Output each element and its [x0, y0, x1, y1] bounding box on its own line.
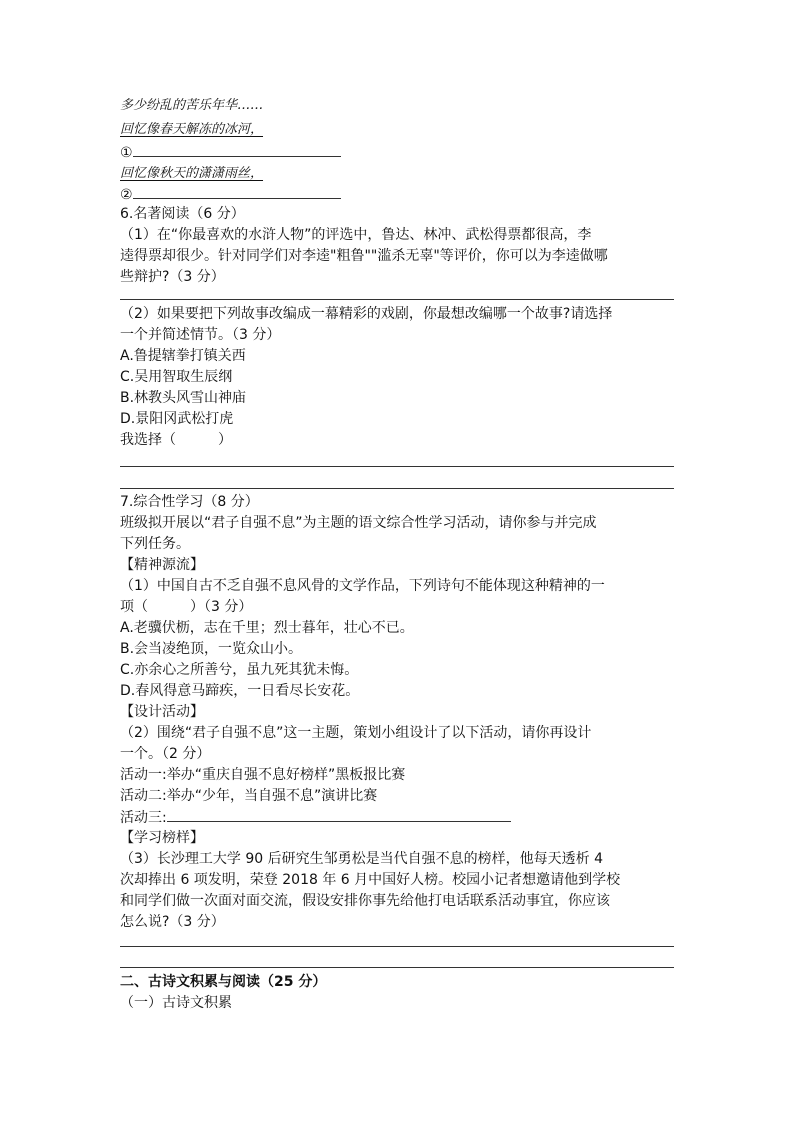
q6-option-b: B.林教头风雪山神庙: [120, 390, 247, 406]
q6-option-d: D.景阳冈武松打虎: [120, 411, 234, 427]
q7-option-b: B.会当凌绝顶，一览众山小。: [120, 641, 303, 657]
poem-line-2: 回忆像春天解冻的冰河，: [120, 122, 264, 137]
q6-p2-line-2: 一个并简述情节。（3 分）: [120, 327, 281, 343]
q7-answer-line-1[interactable]: [120, 946, 674, 947]
part2-heading: 二、古诗文积累与阅读（25 分）: [120, 974, 327, 990]
q7-intro-line-1: 班级拟开展以“君子自强不息”为主题的语文综合性学习活动，请你参与并完成: [120, 515, 597, 531]
q7-section-3: 【学习榜样】: [120, 830, 204, 846]
poem-blank-1: [120, 142, 341, 163]
q7-sub3-line-4: 怎么说?（3 分）: [120, 914, 225, 930]
q6-p2-line-1: （2）如果要把下列故事改编成一幕精彩的戏剧，你最想改编哪一个故事?请选择: [120, 306, 613, 322]
q6-option-c: C.吴用智取生辰纲: [120, 369, 233, 385]
q7-sub3-line-3: 和同学们做一次面对面交流，假设安排你事先给他打电话联系活动事宜，你应该: [120, 893, 610, 909]
q7-option-a: A.老骥伏枥，志在千里；烈士暮年，壮心不已。: [120, 620, 414, 636]
poem-blank-2: [120, 184, 341, 205]
q6-p1-line-1: （1）在“你最喜欢的水浒人物”的评选中，鲁达、林冲、武松得票都很高，李: [120, 227, 592, 243]
q7-option-c: C.亦余心之所善兮，虽九死其犹未悔。: [120, 662, 359, 678]
q7-activity-3: [120, 807, 511, 828]
q7-sub2-line-1: （2）围绕“君子自强不息”这一主题，策划小组设计了以下活动，请你再设计: [120, 725, 592, 741]
circled-number-1: ①: [120, 145, 133, 161]
q6-answer-line-3[interactable]: [120, 488, 674, 489]
q7-section-2: 【设计活动】: [120, 704, 204, 720]
q6-answer-line-2[interactable]: [120, 466, 674, 467]
q6-answer-line-1[interactable]: [120, 299, 674, 300]
q7-sub1-line-1: （1）中国自古不乏自强不息风骨的文学作品，下列诗句不能体现这种精神的一: [120, 578, 605, 594]
q6-option-a: A.鲁提辖拳打镇关西: [120, 348, 246, 364]
part2-subheading: （一）古诗文积累: [120, 995, 232, 1011]
poem-line-3: 回忆像秋天的潇潇雨丝，: [120, 166, 264, 181]
q6-p1-line-2: 逵得票却很少。针对同学们对李逵"粗鲁""滥杀无辜"等评价，你可以为李逵做哪: [120, 248, 608, 264]
answer-blank-2[interactable]: [133, 184, 341, 199]
q7-answer-line-2[interactable]: [120, 967, 674, 968]
activity-3-blank[interactable]: [167, 807, 511, 822]
q6-choose: 我选择（ ）: [120, 432, 232, 448]
answer-blank-1[interactable]: [133, 142, 341, 157]
q7-sub3-line-1: （3）长沙理工大学 90 后研究生邹勇松是当代自强不息的榜样，他每天透析 4: [120, 851, 603, 867]
poem-line-1: 多少纷乱的苦乐年华……: [120, 98, 264, 113]
q7-sub2-line-2: 一个。（2 分）: [120, 746, 211, 762]
q6-p1-line-3: 些辩护?（3 分）: [120, 269, 225, 285]
q7-section-1: 【精神源流】: [120, 557, 204, 573]
q6-heading: 6.名著阅读（6 分）: [120, 206, 245, 222]
activity-3-label: 活动三:: [120, 810, 167, 826]
q7-activity-1: 活动一:举办“重庆自强不息好榜样”黑板报比赛: [120, 767, 406, 783]
circled-number-2: ②: [120, 187, 133, 203]
q7-heading: 7.综合性学习（8 分）: [120, 494, 259, 510]
q7-sub3-line-2: 次却捧出 6 项发明，荣登 2018 年 6 月中国好人榜。校园小记者想邀请他到学校: [120, 872, 621, 888]
q7-activity-2: 活动二:举办“少年，当自强不息”演讲比赛: [120, 788, 378, 804]
q7-option-d: D.春风得意马蹄疾，一日看尽长安花。: [120, 683, 360, 699]
q7-intro-line-2: 下列任务。: [120, 536, 190, 552]
q7-sub1-line-2: 项（ ）（3 分）: [120, 599, 253, 615]
